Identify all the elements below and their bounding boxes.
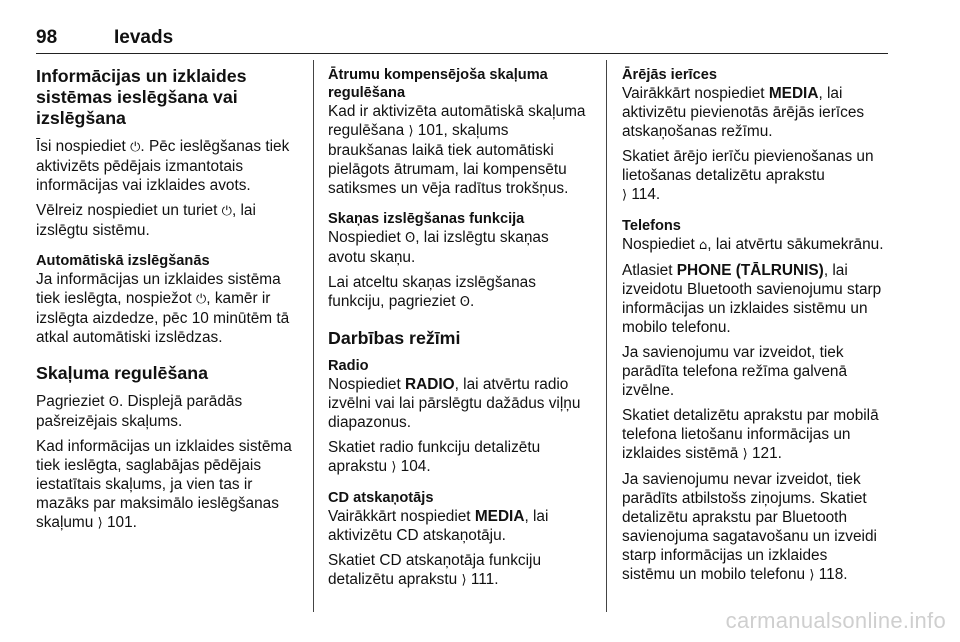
paragraph: Skatiet radio funkciju detalizētu aprakstu ⟩ 104. bbox=[328, 439, 541, 475]
column-divider bbox=[606, 60, 607, 612]
paragraph: Lai atceltu skaņas izslēgšanas funkciju, pagrieziet ʘ. bbox=[328, 274, 536, 310]
page-ref-icon: ⟩ bbox=[742, 447, 748, 462]
paragraph: Kad informācijas un izklaides sistēma tiek ieslēgta, saglabājas pēdējais iestatītais skaļums, ja vien tas ir mazāks par maksimālo ieslēgšanas skaļumu ⟩ 101. bbox=[36, 438, 292, 531]
page-ref: 101 bbox=[417, 122, 444, 139]
button-name: PHONE (TĀLRUNIS) bbox=[676, 262, 824, 279]
section-title-modes: Darbības režīmi bbox=[328, 328, 461, 348]
knob-icon: ʘ bbox=[108, 395, 119, 410]
paragraph: Vēlreiz nospiediet un turiet ⏻, lai izslēgtu sistēmu. bbox=[36, 202, 256, 239]
paragraph: Ja savienojumu var izveidot, tiek parādīta telefona režīma galvenā izvēlne. bbox=[622, 344, 848, 399]
button-name: MEDIA bbox=[474, 508, 525, 525]
page-ref: 118. bbox=[818, 566, 848, 583]
page-number: 98 bbox=[36, 27, 58, 48]
paragraph: Skatiet ārējo ierīču pievienošanas un lietošanas detalizētu aprakstu ⟩ 114. bbox=[622, 148, 874, 203]
paragraph: Īsi nospiediet ⏻. Pēc ieslēgšanas tiek aktivizēts pēdējais izmantotais informācijas vai izklaides avots. bbox=[36, 138, 290, 194]
paragraph: Vairākkārt nospiediet MEDIA, lai aktivizētu CD atskaņotāju. bbox=[328, 508, 549, 544]
page-ref: 114. bbox=[631, 186, 661, 203]
home-icon: ⌂ bbox=[699, 238, 708, 253]
paragraph: Skatiet CD atskaņotāja funkciju detalizētu aprakstu ⟩ 111. bbox=[328, 552, 542, 588]
button-name: MEDIA bbox=[768, 85, 819, 102]
page-ref: 104. bbox=[400, 458, 431, 475]
column-2 bbox=[328, 66, 590, 596]
page-ref: 111. bbox=[470, 571, 499, 588]
paragraph: Vairākkārt nospiediet MEDIA, lai aktivizētu pievienotās ārējās ierīces atskaņošanas režīmu. bbox=[622, 85, 865, 140]
page-ref: 121. bbox=[751, 445, 782, 462]
knob-icon: ʘ bbox=[459, 295, 470, 310]
page-ref-icon: ⟩ bbox=[809, 568, 815, 583]
page-ref: 101. bbox=[106, 514, 137, 531]
power-icon: ⏻ bbox=[130, 140, 141, 155]
power-icon: ⏻ bbox=[221, 204, 232, 219]
column-divider bbox=[313, 60, 314, 612]
chapter-title: Ievads bbox=[114, 27, 174, 48]
subheading-external-devices: Ārējās ierīces bbox=[622, 67, 717, 83]
section-title-power: Informācijas un izklaides sistēmas ieslēgšana vai izslēgšana bbox=[36, 66, 247, 128]
paragraph: Kad ir aktivizēta automātiskā skaļuma regulēšana ⟩ 101, skaļums braukšanas laikā tiek automātiski pielāgots ātrumam, lai kompensētu satiksmes un vēja radītus trokšņus. bbox=[328, 103, 586, 197]
paragraph: Pagrieziet ʘ. Displejā parādās pašreizējais skaļums. bbox=[36, 393, 243, 430]
column-3 bbox=[622, 66, 884, 591]
knob-icon: ʘ bbox=[405, 231, 416, 246]
paragraph: Nospiediet ⌂, lai atvērtu sākumekrānu. bbox=[622, 236, 884, 253]
page-ref-icon: ⟩ bbox=[622, 188, 628, 203]
subheading-speed-volume: Ātrumu kompensējoša skaļuma regulēšana bbox=[328, 67, 548, 101]
subheading-auto-off: Automātiskā izslēgšanās bbox=[36, 253, 210, 269]
page-ref-icon: ⟩ bbox=[391, 460, 397, 475]
paragraph: Atlasiet PHONE (TĀLRUNIS), lai izveidotu Bluetooth savienojumu starp informācijas un izklaides sistēmu un mobilo telefonu. bbox=[622, 262, 882, 336]
subheading-phone: Telefons bbox=[622, 218, 681, 234]
power-icon: ⏻ bbox=[196, 292, 207, 307]
button-name: RADIO bbox=[405, 376, 455, 393]
section-title-volume: Skaļuma regulēšana bbox=[36, 363, 208, 383]
page-ref-icon: ⟩ bbox=[408, 124, 414, 139]
subheading-radio: Radio bbox=[328, 358, 369, 374]
page-header bbox=[36, 27, 888, 54]
page-ref-icon: ⟩ bbox=[97, 516, 103, 531]
watermark: carmanualsonline.info bbox=[725, 608, 946, 633]
subheading-cd: CD atskaņotājs bbox=[328, 490, 434, 506]
paragraph: Skatiet detalizētu aprakstu par mobilā telefona lietošanu informācijas un izklaides sistēmā ⟩ 121. bbox=[622, 407, 879, 462]
paragraph: Nospiediet RADIO, lai atvērtu radio izvēlni vai lai pārslēgtu dažādus viļņu diapazonus. bbox=[328, 376, 581, 431]
subheading-mute: Skaņas izslēgšanas funkcija bbox=[328, 211, 525, 227]
paragraph: Nospiediet ʘ, lai izslēgtu skaņas avotu skaņu. bbox=[328, 229, 549, 266]
column-1 bbox=[36, 66, 298, 539]
page-ref-icon: ⟩ bbox=[461, 573, 467, 588]
paragraph: Ja savienojumu nevar izveidot, tiek parādīts atbilstošs ziņojums. Skatiet detalizētu aprakstu par Bluetooth savienojuma sagatavošanu un izveidi starp informācijas un izklaides sistēmu un mobilo telefonu ⟩ 118. bbox=[622, 471, 877, 583]
paragraph: Ja informācijas un izklaides sistēma tiek ieslēgta, nospiežot ⏻, kamēr ir izslēgta aizdedze, pēc 10 minūtēm tā atkal automātiski izslēdzas. bbox=[36, 271, 290, 346]
